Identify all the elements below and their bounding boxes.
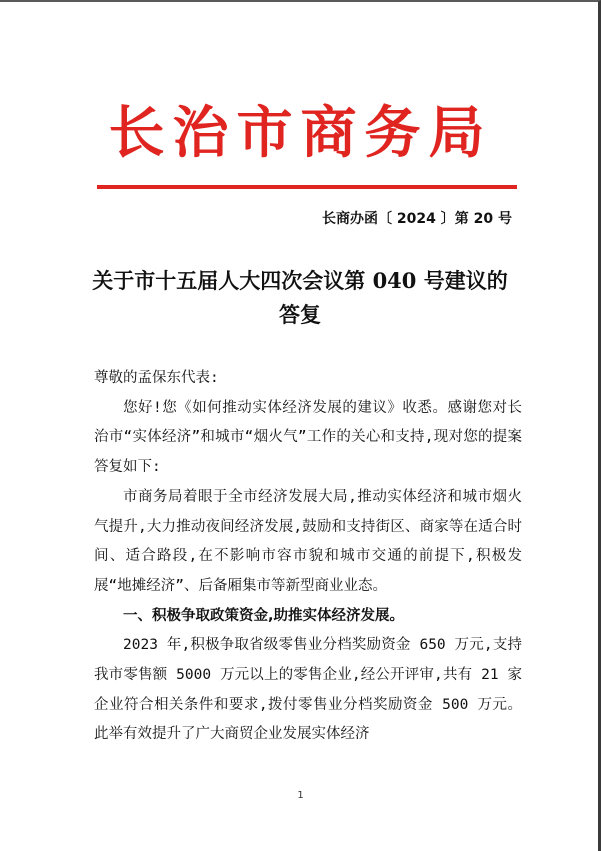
- page-number: 1: [297, 790, 304, 801]
- title-line-1: 关于市十五届人大四次会议第 040 号建议的: [92, 268, 508, 293]
- paragraph-3: 2023 年,积极争取省级零售业分档奖励资金 650 万元,支持我市零售额 5000 万元以上的零售企业,经公开评审,共有 21 家企业符合相关条件和要求,拨付零售业分档奖励资金 500 万元。此举有效提升了广大商贸企业发展实体经济: [94, 637, 522, 743]
- salutation: 尊敬的孟保东代表:: [94, 370, 219, 386]
- document-body: [94, 364, 522, 750]
- document-title: [60, 264, 540, 332]
- title-line-2: 答复: [279, 302, 321, 327]
- section-heading-1: 一、积极争取政策资金,助推实体经济发展。: [123, 607, 405, 624]
- paragraph-1: 您好!您《如何推动实体经济发展的建议》收悉。感谢您对长治市“实体经济”和城市“烟火气”工作的关心和支持,现对您的提案答复如下:: [94, 399, 522, 476]
- paragraph-2: 市商务局着眼于全市经济发展大局,推动实体经济和城市烟火气提升,大力推动夜间经济发展,鼓励和支持街区、商家等在适合时间、适合路段,在不影响市容市貌和城市交通的前提下,积极发展“地摊经济”、后备厢集市等新型商业业态。: [94, 488, 522, 594]
- document-number: 长商办函〔 2024 〕第 20 号: [322, 211, 512, 227]
- letterhead-title: 长治市商务局: [108, 101, 493, 166]
- letterhead-red-rule: [97, 185, 517, 189]
